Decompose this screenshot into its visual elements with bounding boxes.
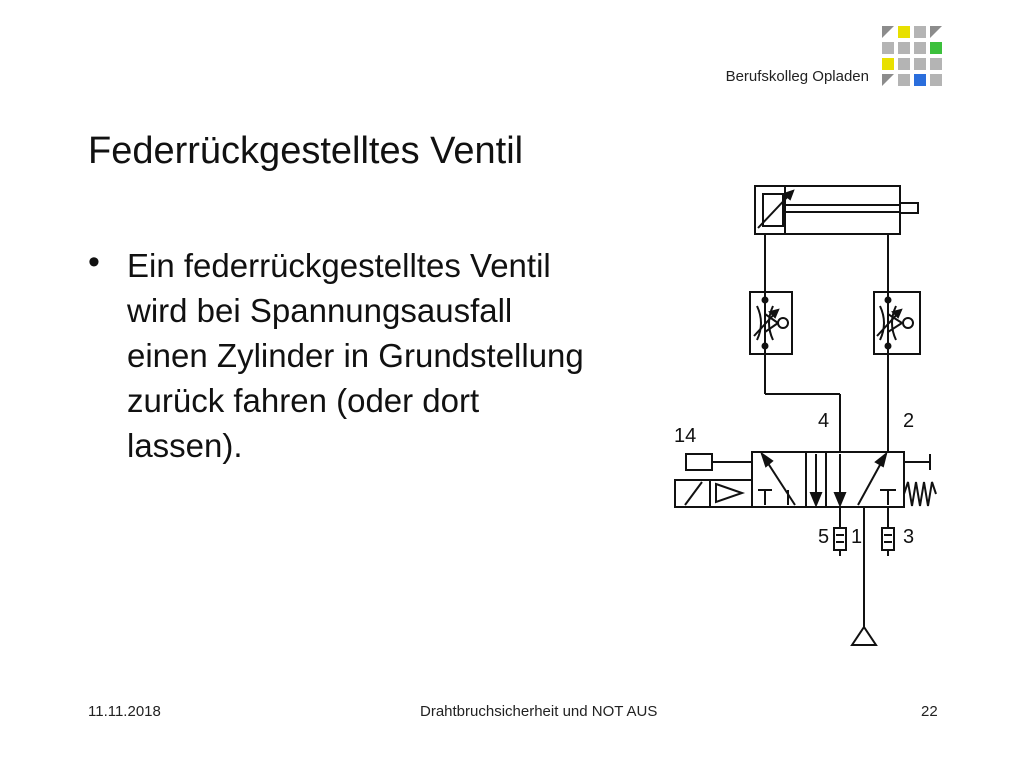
bullet-dot: •: [88, 243, 100, 281]
port-label-14: 14: [674, 425, 697, 447]
bullet-text: Ein federrückgestelltes Ventil wird bei Spannungsausfall einen Zylinder in Grundstellung zurück fahren (oder dort lassen).: [127, 247, 584, 464]
silencer-left: [834, 507, 846, 556]
pressure-source: [852, 627, 876, 645]
flow-control-valve-right: [874, 292, 920, 354]
double-acting-cylinder: [755, 186, 918, 234]
footer-page-number: 22: [921, 703, 938, 720]
footer-topic: Drahtbruchsicherheit und NOT AUS: [420, 703, 658, 720]
port-label-4: 4: [818, 410, 830, 432]
slide-title: Federrückgestelltes Ventil: [88, 130, 524, 172]
silencer-right: [882, 507, 894, 556]
organization-name: Berufskolleg Opladen: [725, 68, 869, 85]
port-label-2: 2: [903, 410, 915, 432]
port-label-1: 1: [851, 526, 863, 548]
directional-valve-5-2: [675, 452, 936, 507]
footer-date: 11.11.2018: [88, 703, 161, 720]
port-label-3: 3: [903, 526, 915, 548]
port-label-5: 5: [818, 526, 830, 548]
flow-control-valve-left: [750, 292, 792, 354]
